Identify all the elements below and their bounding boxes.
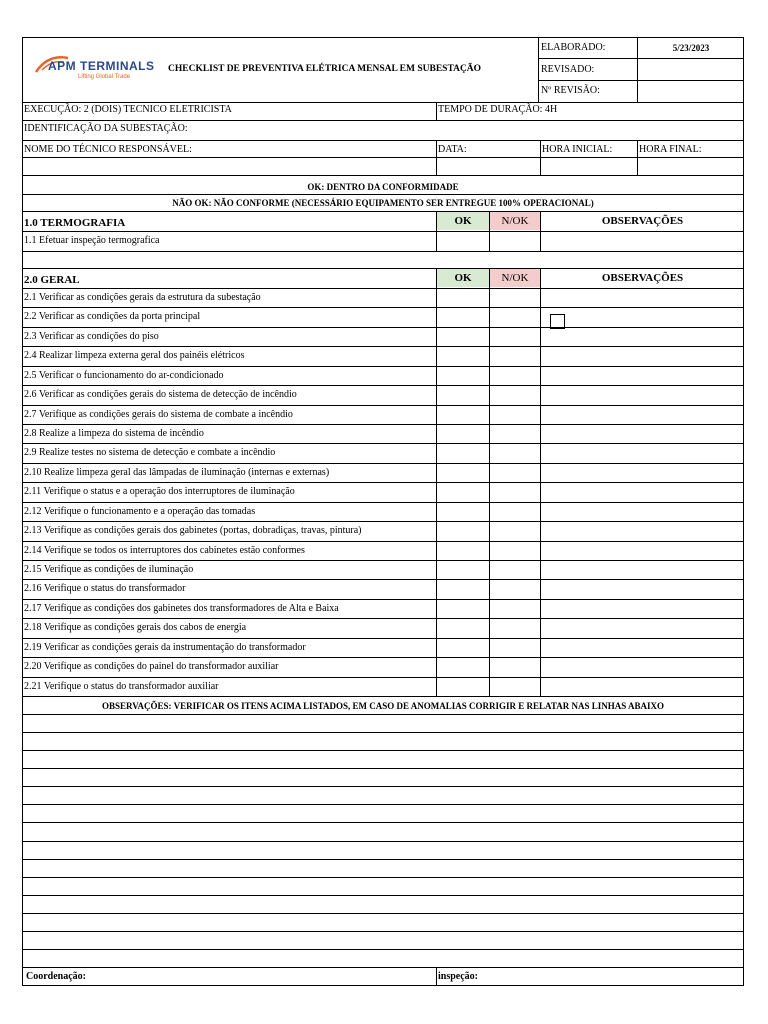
observation-line[interactable] [22, 732, 744, 733]
section2-item: 2.5 Verificar o funcionamento do ar-condicionado [24, 369, 224, 381]
section1-item: 1.1 Efetuar inspeção termografica [24, 235, 160, 246]
data-field[interactable]: DATA: [438, 144, 467, 155]
section2-obs-label: OBSERVAÇÕES [601, 272, 684, 284]
observation-line[interactable] [22, 768, 744, 769]
observacoes-title: OBSERVAÇÕES: VERIFICAR OS ITENS ACIMA LISTADOS, EM CASO DE ANOMALIAS CORRIGIR E RELATAR NAS LINHAS ABAIXO [102, 701, 664, 711]
tempo-field: TEMPO DE DURAÇÃO: 4H [438, 104, 558, 115]
observation-line[interactable] [22, 859, 744, 860]
section2-item: 2.7 Verifique as condições gerais do sistema de combate a incêndio [24, 408, 293, 420]
section1-title: 1.0 TERMOGRAFIA [24, 217, 126, 229]
legend-nok: NÃO OK: NÃO CONFORME (NECESSÁRIO EQUIPAMENTO SER ENTREGUE 100% OPERACIONAL) [172, 198, 594, 208]
section2-item: 2.10 Realize limpeza geral das lâmpadas de iluminação (internas e externas) [24, 466, 330, 478]
section1-ok-label: OK [454, 215, 472, 227]
section2-item: 2.9 Realize testes no sistema de detecção e combate a incêndio [24, 447, 276, 459]
observation-line[interactable] [22, 895, 744, 896]
section2-nok-label: N/OK [501, 272, 529, 284]
section1-nok-label: N/OK [501, 215, 529, 227]
section2-item: 2.4 Realizar limpeza externa geral dos painéis elétricos [24, 350, 245, 362]
page-title: CHECKLIST DE PREVENTIVA ELÉTRICA MENSAL EM SUBESTAÇÃO [168, 64, 482, 74]
section2-item: 2.13 Verifique as condições gerais dos gabinetes (portas, dobradiças, travas, pintura) [24, 525, 362, 537]
section1-obs-label: OBSERVAÇÕES [601, 215, 684, 227]
section2-item: 2.21 Verifique o status do transformador auxiliar [24, 680, 219, 692]
legend-ok: OK: DENTRO DA CONFORMIDADE [307, 182, 459, 192]
section2-item: 2.2 Verificar as condições da porta principal [24, 311, 201, 323]
observation-line[interactable] [22, 877, 744, 878]
section2-title: 2.0 GERAL [24, 274, 80, 286]
section2-item: 2.3 Verificar as condições do piso [24, 330, 159, 342]
coordenacao-field[interactable]: Coordenação: [26, 971, 86, 982]
observacao-checkbox[interactable] [550, 314, 565, 329]
elaborado-value: 5/23/2023 [672, 43, 710, 53]
elaborado-label: ELABORADO: [541, 42, 606, 53]
section2-item: 2.1 Verificar as condições gerais da estrutura da subestação [24, 292, 261, 303]
observation-line[interactable] [22, 949, 744, 950]
section2-item: 2.12 Verifique o funcionamento e a operação das tomadas [24, 505, 256, 517]
revisao-label: Nº REVISÃO: [541, 85, 600, 96]
section2-item: 2.19 Verificar as condições gerais da instrumentação do transformador [24, 641, 306, 653]
observation-line[interactable] [22, 967, 744, 968]
hora-final-field[interactable]: HORA FINAL: [639, 144, 702, 155]
logo-name: APM TERMINALS [48, 59, 155, 73]
observation-line[interactable] [22, 714, 744, 715]
observation-line[interactable] [22, 750, 744, 751]
section2-item: 2.16 Verifique o status do transformador [24, 583, 186, 595]
observation-line[interactable] [22, 931, 744, 932]
hora-inicial-field[interactable]: HORA INICIAL: [542, 144, 613, 155]
section2-item: 2.14 Verifique se todos os interruptores dos cabinetes estão conformes [24, 544, 305, 556]
section2-item: 2.8 Realize a limpeza do sistema de incêndio [24, 428, 204, 439]
tecnico-field[interactable]: NOME DO TÉCNICO RESPONSÁVEL: [24, 144, 192, 155]
logo-tagline: Lifting Global Trade [78, 74, 131, 80]
observation-line[interactable] [22, 804, 744, 805]
section2-item: 2.11 Verifique o status e a operação dos interruptores de iluminação [24, 486, 295, 498]
section2-item: 2.17 Verifique as condições dos gabinetes dos transformadores de Alta e Baixa [24, 602, 339, 614]
observation-line[interactable] [22, 841, 744, 842]
section2-item: 2.15 Verifique as condições de iluminação [24, 564, 194, 575]
observation-line[interactable] [22, 786, 744, 787]
section2-item: 2.6 Verificar as condições gerais do sistema de detecção de incêndio [24, 389, 297, 401]
observation-line[interactable] [22, 913, 744, 914]
execucao-field: EXECUÇÃO: 2 (DOIS) TECNICO ELETRICISTA [24, 104, 232, 115]
section2-item: 2.18 Verifique as condições gerais dos cabos de energia [24, 622, 247, 634]
section2-ok-label: OK [454, 272, 472, 284]
inspecao-field[interactable]: inspeção: [438, 971, 478, 982]
section2-item: 2.20 Verifique as condições do painel do transformador auxiliar [24, 661, 279, 673]
revisado-label: REVISADO: [541, 64, 595, 75]
identificacao-field[interactable]: IDENTIFICAÇÃO DA SUBESTAÇÃO: [24, 123, 188, 134]
observation-line[interactable] [22, 822, 744, 823]
